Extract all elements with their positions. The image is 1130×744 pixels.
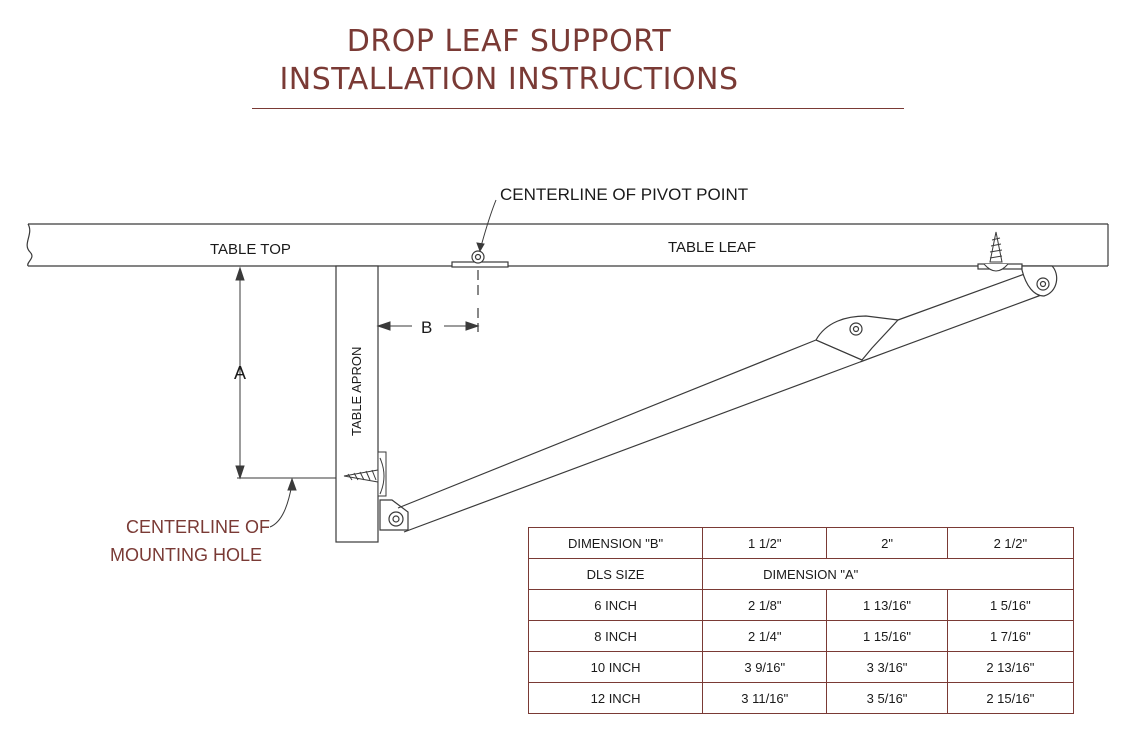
mounting-leader [270,479,296,527]
mounting-hole-label-1: CENTERLINE OF [126,517,271,537]
value-cell: 1 5/16" [947,590,1073,621]
value-cell: 3 3/16" [827,652,947,683]
table-row [529,590,1074,621]
value-cell: 3 9/16" [703,652,827,683]
value-cell: 2 1/4" [703,621,827,652]
pivot-label: CENTERLINE OF PIVOT POINT [500,185,749,204]
size-cell: 6 INCH [529,590,703,621]
size-cell: 8 INCH [529,621,703,652]
apron-bracket [380,500,408,530]
table-top-label: TABLE TOP [210,241,291,258]
table-row [529,621,1074,652]
dimension-a-header: DIMENSION "A" [703,559,1074,590]
value-cell: 1 15/16" [827,621,947,652]
b-value: 2 1/2" [947,528,1073,559]
b-value: 2" [827,528,947,559]
table-row [529,652,1074,683]
header-b-label: DIMENSION "B" [529,528,703,559]
value-cell: 2 15/16" [947,683,1073,714]
value-cell: 2 1/8" [703,590,827,621]
mounting-hole-label-2: MOUNTING HOLE [110,545,263,565]
table-apron-label: TABLE APRON [349,346,364,436]
pivot-leader [477,200,496,251]
value-cell: 2 13/16" [947,652,1073,683]
leaf-screw-icon [984,232,1008,271]
dimension-table [528,527,1074,714]
pivot-hinge [452,251,508,332]
support-arm [398,272,1044,532]
title-line-2: INSTALLATION INSTRUCTIONS [279,62,739,97]
size-cell: 12 INCH [529,683,703,714]
value-cell: 3 11/16" [703,683,827,714]
table-board [27,224,1108,266]
b-value: 1 1/2" [703,528,827,559]
value-cell: 1 13/16" [827,590,947,621]
table-row [529,683,1074,714]
dimension-b-label: B [421,318,433,337]
dls-size-label: DLS SIZE [529,559,703,590]
table-row [529,559,1074,590]
dimension-a-line [236,268,336,478]
title-line-1: DROP LEAF SUPPORT [346,24,672,59]
value-cell: 1 7/16" [947,621,1073,652]
value-cell: 3 5/16" [827,683,947,714]
dimension-a-label: A [234,363,247,383]
table-row [529,528,1074,559]
table-leaf-label: TABLE LEAF [668,239,757,256]
knuckle-joint [816,316,898,360]
size-cell: 10 INCH [529,652,703,683]
